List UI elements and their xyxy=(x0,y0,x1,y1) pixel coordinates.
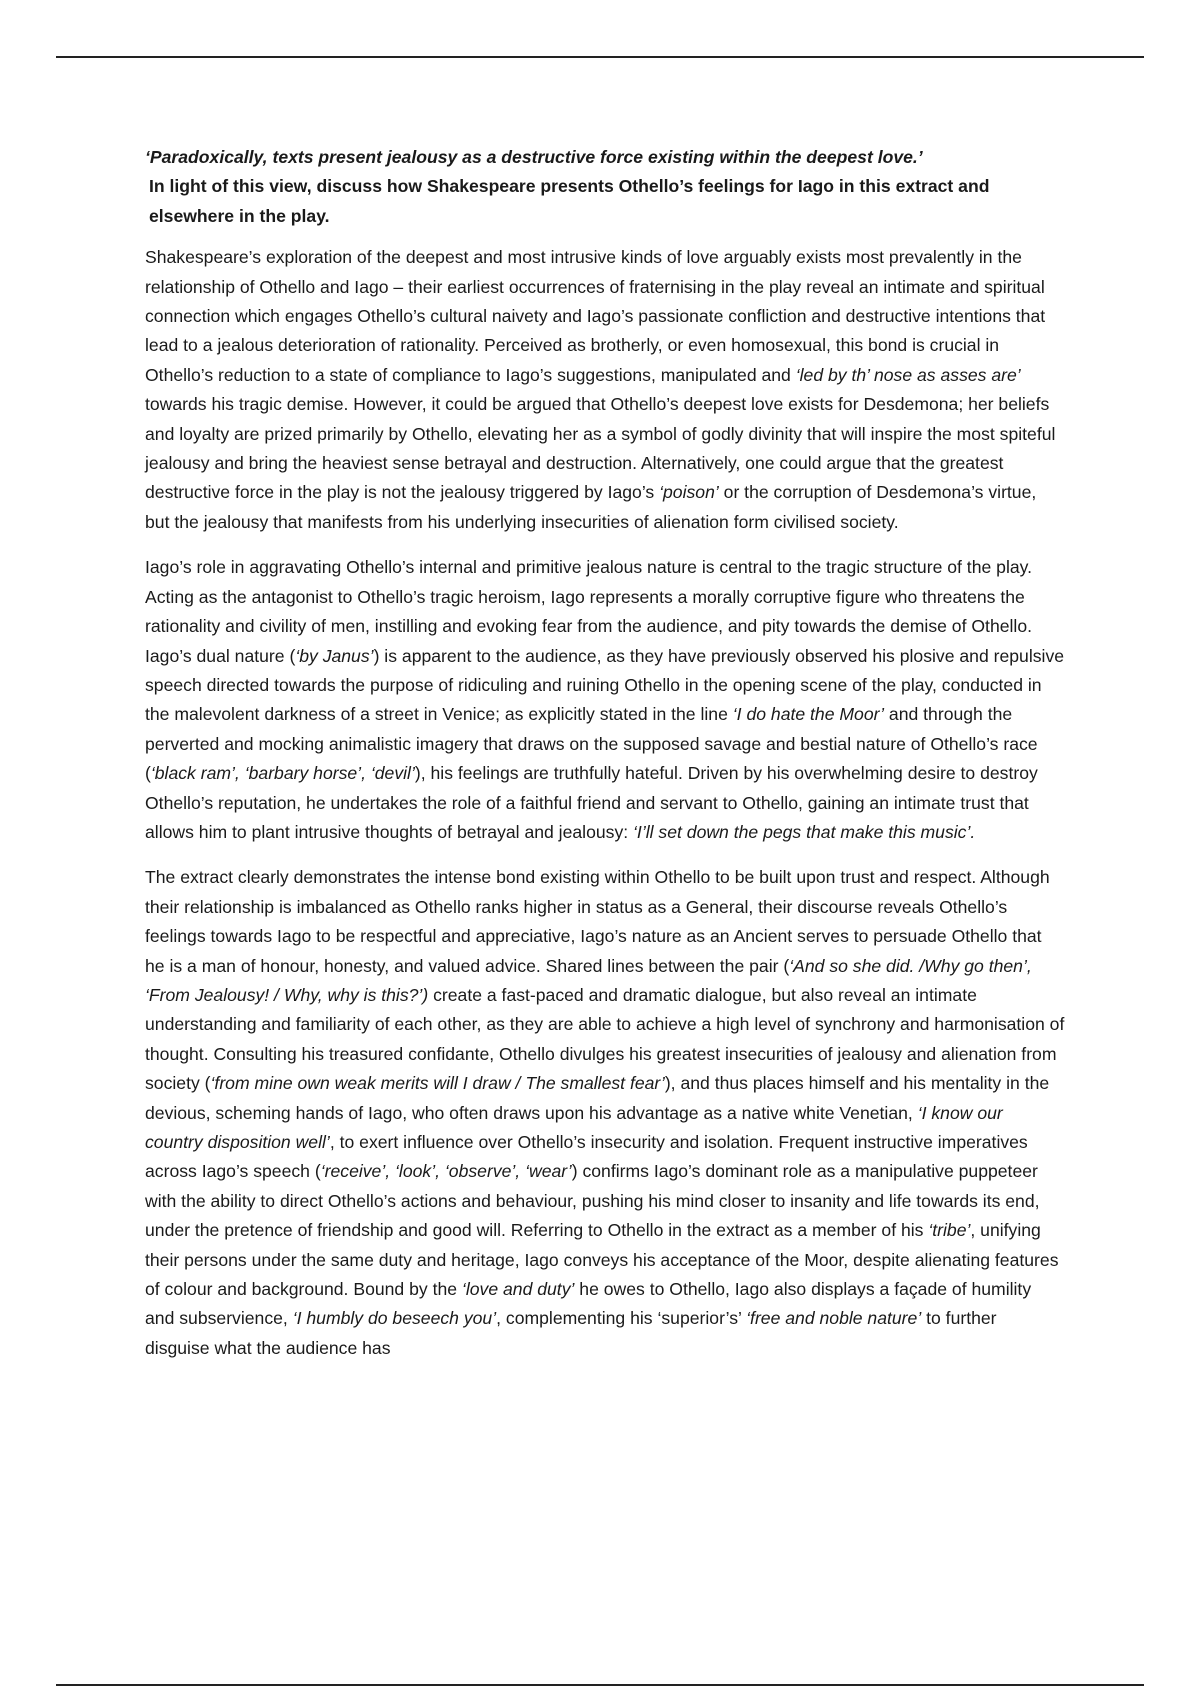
body-text: to further disguise what the audience has xyxy=(145,1308,997,1358)
body-text: , complementing his ‘superior’s’ xyxy=(496,1308,747,1329)
quoted-text: ‘black ram’, ‘barbary horse’, ‘devil’ xyxy=(150,763,415,784)
body-text: ) confirms Iago’s dominant role as a manipulative puppeteer with the ability to direct Othello’s actions and behaviour, pushing his mind closer to insanity and life towards its end, under the pretence of friendship and good will. Referring to Othello in the extract as a member of his xyxy=(145,1161,1040,1241)
body-text: The extract clearly demonstrates the intense bond existing within Othello to be built upon trust and respect. Although their relationship is imbalanced as Othello ranks higher in status as a General, their discourse reveals Othello’s feelings towards Iago to be respectful and appreciative, Iago’s nature as an Ancient serves to persuade Othello that he is a man of honour, honesty, and valued advice. Shared lines between the pair ( xyxy=(145,867,1050,976)
body-text: he owes to Othello, Iago also displays a façade of humility and subservience, xyxy=(145,1279,1032,1329)
body-text: , unifying their persons under the same duty and heritage, Iago conveys his acceptance of the Moor, despite alienating features of colour and background. Bound by the xyxy=(145,1220,1059,1300)
quoted-text: ‘I know our country disposition well’ xyxy=(145,1102,1003,1152)
quoted-text: ‘by Janus’ xyxy=(295,645,374,666)
body-text: ), and thus places himself and his mentality in the devious, scheming hands of Iago, who often draws upon his advantage as a native white Venetian, xyxy=(145,1073,1050,1123)
body-text: and through the perverted and mocking animalistic imagery that draws on the supposed savage and bestial nature of Othello’s race ( xyxy=(145,704,1038,784)
quoted-text: ‘I do hate the Moor’ xyxy=(732,704,885,725)
body-text: Shakespeare’s exploration of the deepest and most intrusive kinds of love arguably exists most prevalently in the relationship of Othello and Iago – their earliest occurrences of fraternising in the play reveal an intimate and spiritual connection which engages Othello’s cultural naivety and Iago’s passionate confliction and destructive intentions that lead to a jealous deterioration of rationality. Perceived as brotherly, or even homosexual, this bond is crucial in Othello’s reduction to a state of compliance to Iago’s suggestions, manipulated and xyxy=(145,247,1046,385)
essay-body xyxy=(145,243,1065,1363)
quoted-text: ‘love and duty’ xyxy=(461,1279,575,1300)
body-text: create a fast-paced and dramatic dialogue, but also reveal an intimate understanding and familiarity of each other, as they are able to achieve a high level of synchrony and harmonisation of thought. Consulting his treasured confidante, Othello divulges his greatest insecurities of jealousy and alienation from society ( xyxy=(145,984,1065,1094)
quoted-text: ‘poison’ xyxy=(659,482,719,503)
essay-question xyxy=(145,143,1065,231)
essay-paragraph-3 xyxy=(145,863,1065,1363)
body-text: ), his feelings are truthfully hateful. Driven by his overwhelming desire to destroy Othello’s reputation, he undertakes the role of a faithful friend and servant to Othello, gaining an intimate trust that allows him to plant intrusive thoughts of betrayal and jealousy: xyxy=(145,763,1038,842)
quoted-text: ‘free and noble nature’ xyxy=(746,1308,922,1329)
quoted-text: ‘receive’, ‘look’, ‘observe’, ‘wear’ xyxy=(320,1161,572,1182)
essay-paragraph-2 xyxy=(145,553,1065,847)
essay-paragraph-1 xyxy=(145,243,1065,537)
quoted-text: ‘led by th’ nose as asses are’ xyxy=(795,364,1021,385)
bottom-divider-line xyxy=(56,1684,1144,1686)
essay-page xyxy=(145,143,1065,1379)
quoted-text: ‘from mine own weak merits will I draw / The smallest fear’ xyxy=(210,1073,665,1094)
quoted-text: ‘I’ll set down the pegs that make this music’. xyxy=(633,821,976,842)
quoted-text: ‘And so she did. /Why go then’, ‘From Jealousy! / Why, why is this?’) xyxy=(145,955,1032,1005)
body-text: or the corruption of Desdemona’s virtue, but the jealousy that manifests from his underlying insecurities of alienation form civilised society. xyxy=(145,482,1037,532)
body-text: Iago’s role in aggravating Othello’s internal and primitive jealous nature is central to the tragic structure of the play. Acting as the antagonist to Othello’s tragic heroism, Iago represents a morally corruptive figure who threatens the rationality and civility of men, instilling and evoking fear from the audience, and pity towards the demise of Othello. Iago’s dual nature ( xyxy=(145,557,1033,666)
question-prompt: In light of this view, discuss how Shakespeare presents Othello’s feelings for Iago in this extract and elsewhere in the play. xyxy=(149,176,990,226)
quoted-text: ‘I humbly do beseech you’ xyxy=(292,1308,497,1329)
question-quote: ‘Paradoxically, texts present jealousy as a destructive force existing within the deepest love.’ xyxy=(145,147,923,167)
body-text: ) is apparent to the audience, as they have previously observed his plosive and repulsive speech directed towards the purpose of ridiculing and ruining Othello in the opening scene of the play, conducted in the malevolent darkness of a street in Venice; as explicitly stated in the line xyxy=(145,645,1065,725)
body-text: towards his tragic demise. However, it could be argued that Othello’s deepest love exists for Desdemona; her beliefs and loyalty are prized primarily by Othello, elevating her as a symbol of godly divinity that will inspire the most spiteful jealousy and bring the heaviest sense betrayal and destruction. Alternatively, one could argue that the greatest destructive force in the play is not the jealousy triggered by Iago’s xyxy=(145,394,1056,503)
top-divider-line xyxy=(56,56,1144,58)
body-text: , to exert influence over Othello’s insecurity and isolation. Frequent instructive imperatives across Iago’s speech ( xyxy=(145,1132,1028,1182)
quoted-text: ‘tribe’ xyxy=(928,1220,971,1241)
